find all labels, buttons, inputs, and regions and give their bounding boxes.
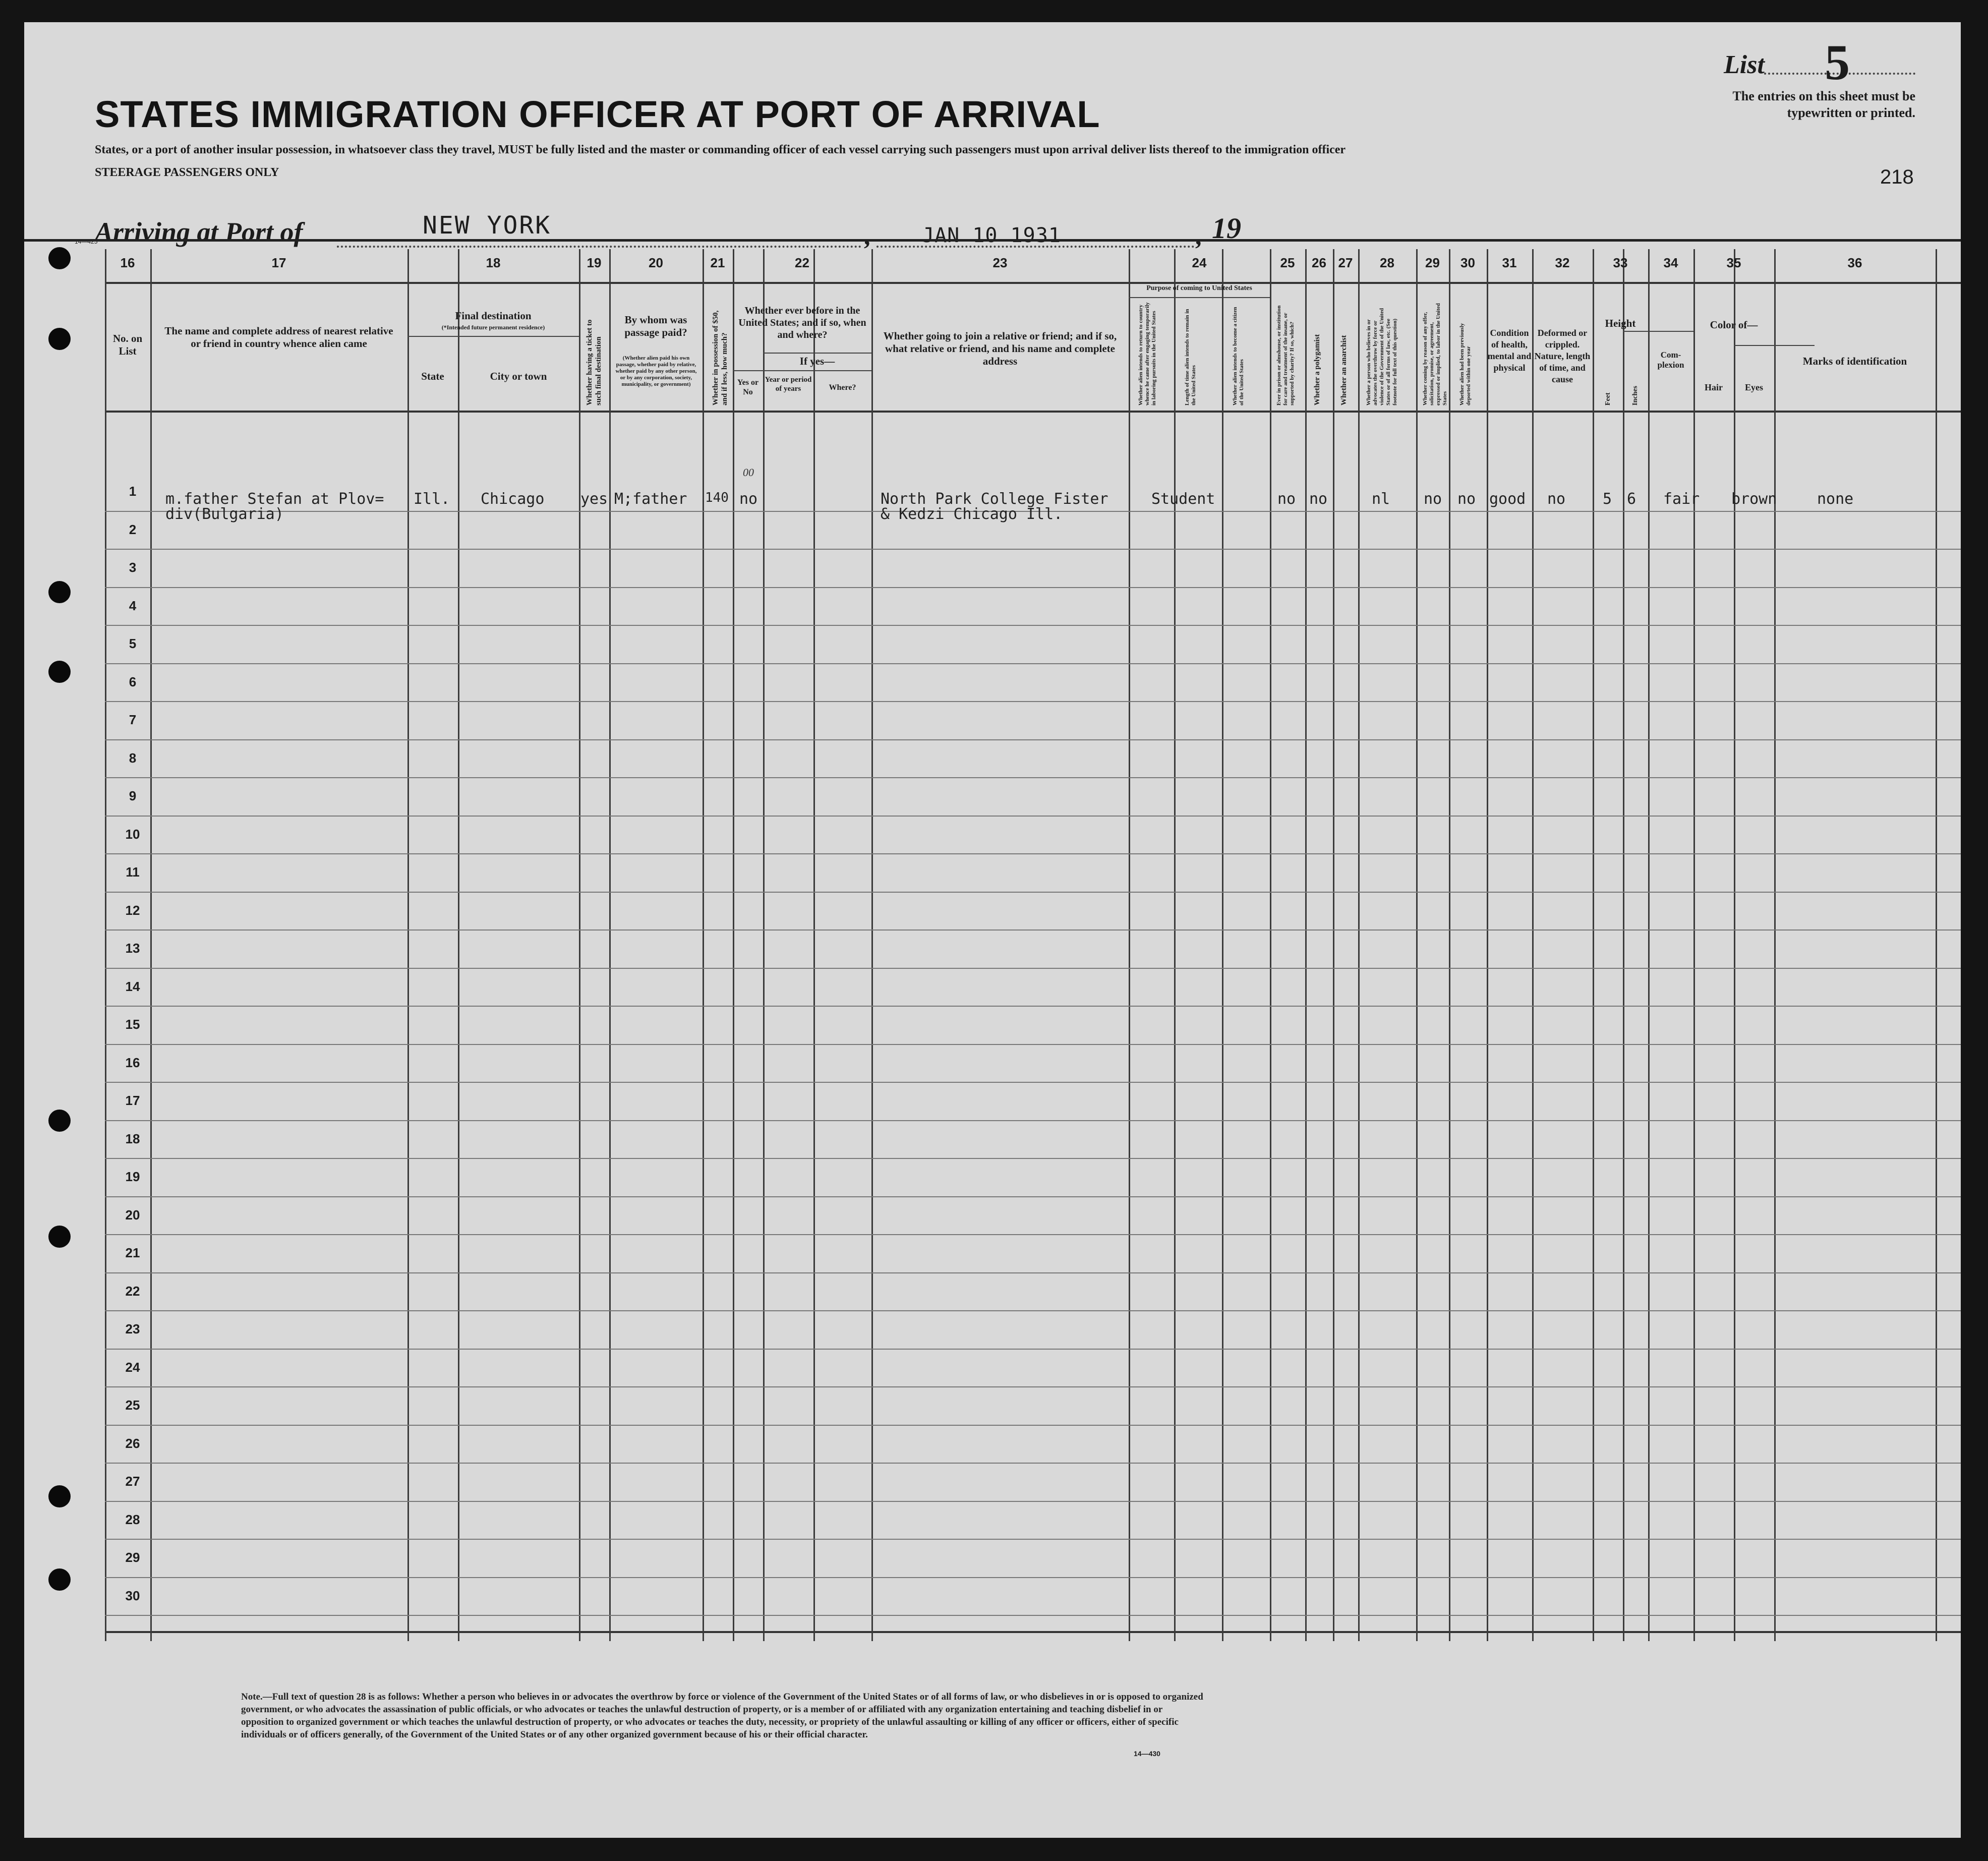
row-rule — [105, 1234, 1961, 1235]
entry-city: Chicago — [481, 490, 545, 508]
entry-complexion: fair — [1663, 490, 1700, 508]
column-line — [1222, 249, 1223, 1641]
list-number: 5 — [1825, 34, 1850, 90]
date-value: JAN 10 1931 — [922, 224, 1061, 247]
row-number: 13 — [125, 941, 140, 956]
row-number: 17 — [125, 1093, 140, 1108]
row-number: 23 — [125, 1321, 140, 1336]
column-line — [703, 249, 704, 1641]
row-rule — [105, 892, 1961, 893]
column-number: 19 — [587, 255, 602, 270]
row-number: 12 — [125, 902, 140, 918]
height-subrule — [1623, 331, 1693, 332]
column-line — [1416, 249, 1418, 1641]
purpose-subrule — [1129, 297, 1270, 298]
row-rule — [105, 1158, 1961, 1159]
row-number: 9 — [129, 788, 137, 803]
binder-hole — [48, 661, 71, 683]
row-rule — [105, 968, 1961, 969]
entry-joining-line2: & Kedzi Chicago Ill. — [881, 505, 1063, 523]
column-line — [1129, 249, 1130, 1641]
port-label: Arriving at Port of — [95, 217, 303, 247]
row-number: 25 — [125, 1398, 140, 1413]
entry-anarchist: nl — [1372, 490, 1390, 508]
row-number: 28 — [125, 1511, 140, 1527]
column-line — [1774, 249, 1776, 1641]
header-anarchist: Whether an anarchist — [1340, 335, 1348, 405]
footnote: Note.—Full text of question 28 is as follows: Whether a person who believes in or advocates the overthrow by force or violence of the Government of the United States or of all forms of law, or who disbelieves in or is opposed to organized government, or who advocates the assassination of public officials, or who advocates or teaches the unlawful destruction of property, or is a member of or affiliated with any organization entertaining and teaching disbelief in or opposition to organized government or which teaches the unlawful destruction of property, or who advocates or teaches the duty, necessity, or propriety of the unlawful assaulting or killing of any officer or officers, either of specific individuals or of officers generally, of the Government of the United States or of any other organized government because of his or their official character. — [241, 1692, 1203, 1740]
column-line — [105, 249, 106, 1641]
entry-joining-line1: North Park College Fister — [881, 490, 1108, 508]
row-rule — [105, 1044, 1961, 1045]
header-period: Year or period of years — [765, 376, 812, 393]
port-line — [337, 246, 861, 248]
column-number: 22 — [795, 255, 809, 270]
column-line — [1693, 249, 1695, 1641]
entry-feet: 5 — [1603, 490, 1612, 508]
header-ever-before: Whether ever before in the United States; and if so, when and where? — [738, 305, 866, 340]
column-number: 26 — [1312, 255, 1326, 270]
row-number: 11 — [126, 864, 140, 880]
column-line — [1333, 249, 1334, 1641]
column-line — [813, 249, 815, 1641]
column-number: 27 — [1338, 255, 1353, 270]
entry-money-mark: 00 — [743, 466, 754, 479]
row-rule — [105, 853, 1961, 854]
row-rule — [105, 625, 1961, 626]
row-number: 18 — [125, 1131, 140, 1146]
header-yes-no: Yes or No — [737, 378, 759, 396]
row-number: 27 — [125, 1474, 140, 1489]
entry-hair: brown — [1731, 490, 1777, 508]
column-line — [579, 249, 580, 1641]
column-line — [733, 249, 734, 1641]
entry-purpose: Student — [1151, 490, 1215, 508]
column-number: 30 — [1460, 255, 1475, 270]
row-number: 3 — [129, 560, 137, 575]
entry-prison: no — [1277, 490, 1296, 508]
subtitle: States, or a port of another insular possession, in whatsoever class they travel, MUST be fully listed and the master or commanding officer of each vessel carrying such passengers must upon arrival deliver lists thereof to the immigration officer — [95, 143, 1346, 156]
binder-hole — [48, 1110, 71, 1132]
comma-separator: , — [864, 222, 870, 250]
header-purpose-citizen: Whether alien intends to become a citizen of the United States — [1232, 307, 1245, 405]
column-line — [763, 249, 765, 1641]
header-question-29: Whether coming by reason of any offer, solicitation, promise, or agreement, expressed or implied, to labor in the United States — [1422, 303, 1448, 405]
column-line — [1305, 249, 1307, 1641]
binder-hole — [48, 1568, 71, 1591]
ever-before-subrule — [733, 370, 871, 371]
ifyes-subrule — [763, 353, 871, 354]
header-nearest-relative: The name and complete address of nearest relative or friend in country whence alien came — [164, 325, 393, 350]
entry-marks: none — [1817, 490, 1854, 508]
row-number: 6 — [129, 674, 137, 689]
entry-state: Ill. — [414, 490, 450, 508]
header-prison: Ever in prison or almshouse, or institution for care and treatment of the insane, or supported by charity? If so, which? — [1276, 305, 1295, 405]
row-number: 4 — [129, 598, 137, 613]
class-line: STEERAGE PASSENGERS ONLY — [95, 166, 279, 179]
row-rule — [105, 1425, 1961, 1426]
row-rule — [105, 739, 1961, 740]
row-rule — [105, 1463, 1961, 1464]
row-rule — [105, 1082, 1961, 1083]
entry-money: 140 — [705, 490, 729, 505]
column-number: 17 — [271, 255, 286, 270]
entry-q30: no — [1457, 490, 1476, 508]
form-code: 14—425 — [75, 238, 98, 245]
column-line — [609, 249, 611, 1641]
entry-ever-before: no — [739, 490, 758, 508]
row-number: 26 — [125, 1435, 140, 1451]
row-rule — [105, 701, 1961, 702]
header-feet: Feet — [1604, 392, 1612, 405]
row-number: 29 — [125, 1550, 140, 1565]
year-prefix: 19 — [1212, 212, 1241, 245]
header-bottom-rule — [105, 411, 1961, 413]
row-rule — [105, 816, 1961, 817]
column-line — [1174, 249, 1176, 1641]
column-number: 24 — [1192, 255, 1207, 270]
binder-hole — [48, 1485, 71, 1507]
header-purpose: Purpose of coming to United States — [1146, 284, 1252, 292]
row-number: 19 — [125, 1169, 140, 1184]
column-line — [871, 249, 873, 1641]
binder-hole — [48, 1226, 71, 1248]
row-number: 22 — [125, 1283, 140, 1299]
row-number: 10 — [125, 826, 140, 842]
sheet-number: 218 — [1880, 166, 1914, 188]
header-inches: Inches — [1631, 386, 1639, 405]
entry-relative-line2: div(Bulgaria) — [165, 505, 284, 523]
header-purpose-length: Length of time alien intends to remain in the United States — [1184, 309, 1197, 405]
header-polygamist: Whether a polygamist — [1313, 334, 1321, 405]
page-title: STATES IMMIGRATION OFFICER AT PORT OF ARRIVAL — [95, 93, 1100, 135]
comma-separator: , — [1195, 222, 1202, 250]
entries-note: The entries on this sheet must be typewritten or printed. — [1732, 89, 1915, 120]
destination-subrule — [407, 336, 579, 337]
column-number: 36 — [1847, 255, 1862, 270]
row-rule — [105, 1272, 1961, 1273]
entry-health: good — [1489, 490, 1526, 508]
column-number: 29 — [1425, 255, 1440, 270]
column-number: 31 — [1502, 255, 1517, 270]
list-label: List — [1724, 50, 1765, 79]
entry-inches: 6 — [1627, 490, 1636, 508]
row-rule — [105, 1386, 1961, 1387]
header-question-30: Whether alien had been previously deported within one year — [1459, 323, 1472, 405]
column-number: 18 — [486, 255, 501, 270]
column-line — [1648, 249, 1650, 1641]
header-final-destination: Final destination — [455, 310, 532, 322]
row-number: 14 — [125, 978, 140, 994]
row-number: 21 — [125, 1245, 140, 1260]
entry-relative-line1: m.father Stefan at Plov= — [165, 490, 384, 508]
row-number: 15 — [125, 1017, 140, 1032]
column-number: 25 — [1280, 255, 1295, 270]
row-rule — [105, 1310, 1961, 1311]
row-rule — [105, 587, 1961, 588]
column-number: 20 — [649, 255, 663, 270]
header-passage-paid: By whom was passage paid? — [624, 314, 687, 338]
header-deformed: Deformed or crippled. Nature, length of time, and cause — [1534, 328, 1591, 384]
row-rule — [105, 777, 1961, 778]
header-state: State — [421, 370, 444, 382]
column-number: 33 — [1613, 255, 1628, 270]
header-no-on-list: No. on List — [112, 332, 143, 357]
column-line — [1449, 249, 1450, 1641]
color-subrule — [1734, 345, 1815, 346]
header-if-yes: If yes— — [799, 355, 835, 367]
header-passage-note: (Whether alien paid his own passage, whether paid by relative, whether paid by any other person, or by any corporation, society, municipality, or government) — [615, 355, 697, 387]
row-number: 16 — [125, 1055, 140, 1070]
header-where: Where? — [829, 383, 856, 392]
header-complexion: Com-plexion — [1657, 350, 1684, 370]
header-marks: Marks of identification — [1802, 355, 1907, 367]
column-line — [1734, 249, 1735, 1641]
header-purpose-return: Whether alien intends to return to country whence he came after engaging temporarily in laboring pursuits in the United States — [1138, 302, 1157, 405]
row-number: 30 — [125, 1588, 140, 1603]
entry-paid-by: M;father — [614, 490, 687, 508]
header-ticket: Whether having a ticket to such final destination — [586, 319, 603, 405]
row-rule — [105, 1120, 1961, 1121]
header-hair: Hair — [1705, 382, 1723, 392]
column-number-rule — [105, 282, 1961, 284]
binder-hole — [48, 328, 71, 350]
column-line — [1593, 249, 1594, 1641]
column-number: 28 — [1380, 255, 1394, 270]
column-line — [407, 249, 409, 1641]
row-number: 5 — [129, 636, 137, 651]
entry-q29: no — [1424, 490, 1442, 508]
row-rule — [105, 663, 1961, 664]
column-line — [1270, 249, 1271, 1641]
row-rule — [105, 549, 1961, 550]
header-joining: Whether going to join a relative or friend; and if so, what relative or friend, and his name and complete address — [883, 330, 1117, 367]
header-city: City or town — [490, 370, 547, 382]
column-line — [1532, 249, 1534, 1641]
binder-hole — [48, 581, 71, 603]
column-line — [1487, 249, 1488, 1641]
header-question-28: Whether a person who believes in or advocates the overthrow by force or violence of the Government of the United States or of all forms of law, etc. (See footnote for full text of this question) — [1366, 308, 1398, 405]
entry-ticket: yes — [580, 490, 608, 508]
header-color-of: Color of— — [1710, 319, 1758, 331]
footnote-form-code: 14—430 — [1134, 1750, 1160, 1758]
column-line — [1358, 249, 1360, 1641]
column-number: 23 — [992, 255, 1008, 270]
column-line — [1623, 249, 1624, 1641]
manifest-sheet — [24, 22, 1961, 1838]
entry-polygamist: no — [1309, 490, 1328, 508]
column-line — [1936, 249, 1937, 1641]
header-eyes: Eyes — [1745, 382, 1763, 392]
header-final-destination-note: (*Intended future permanent residence) — [441, 324, 545, 331]
row-number: 8 — [129, 750, 137, 766]
row-number: 2 — [129, 521, 137, 537]
table-top-rule — [24, 239, 1961, 242]
entry-deformed: no — [1547, 490, 1566, 508]
row-rule — [105, 929, 1961, 930]
header-money: Whether in possession of $50, and if less, how much? — [712, 310, 729, 405]
binder-hole — [48, 247, 71, 269]
column-number: 21 — [710, 255, 725, 270]
row-number: 24 — [125, 1359, 140, 1375]
row-rule — [105, 1006, 1961, 1007]
column-number: 16 — [120, 255, 135, 270]
row-rule — [105, 1539, 1961, 1540]
column-line — [458, 249, 459, 1641]
row-rule — [105, 1349, 1961, 1350]
header-health: Condition of health, mental and physical — [1487, 328, 1532, 373]
row-rule — [105, 1196, 1961, 1197]
port-value: NEW YORK — [423, 211, 552, 240]
row-number: 1 — [129, 484, 137, 499]
column-number: 35 — [1726, 255, 1741, 270]
row-rule — [105, 1501, 1961, 1502]
column-number: 32 — [1555, 255, 1570, 270]
row-rule — [105, 1577, 1961, 1578]
column-number: 34 — [1663, 255, 1678, 270]
row-number: 20 — [125, 1207, 140, 1223]
table-bottom-rule — [105, 1631, 1961, 1633]
header-height: Height — [1605, 317, 1636, 329]
row-number: 7 — [129, 712, 137, 727]
row-rule — [105, 1615, 1961, 1616]
